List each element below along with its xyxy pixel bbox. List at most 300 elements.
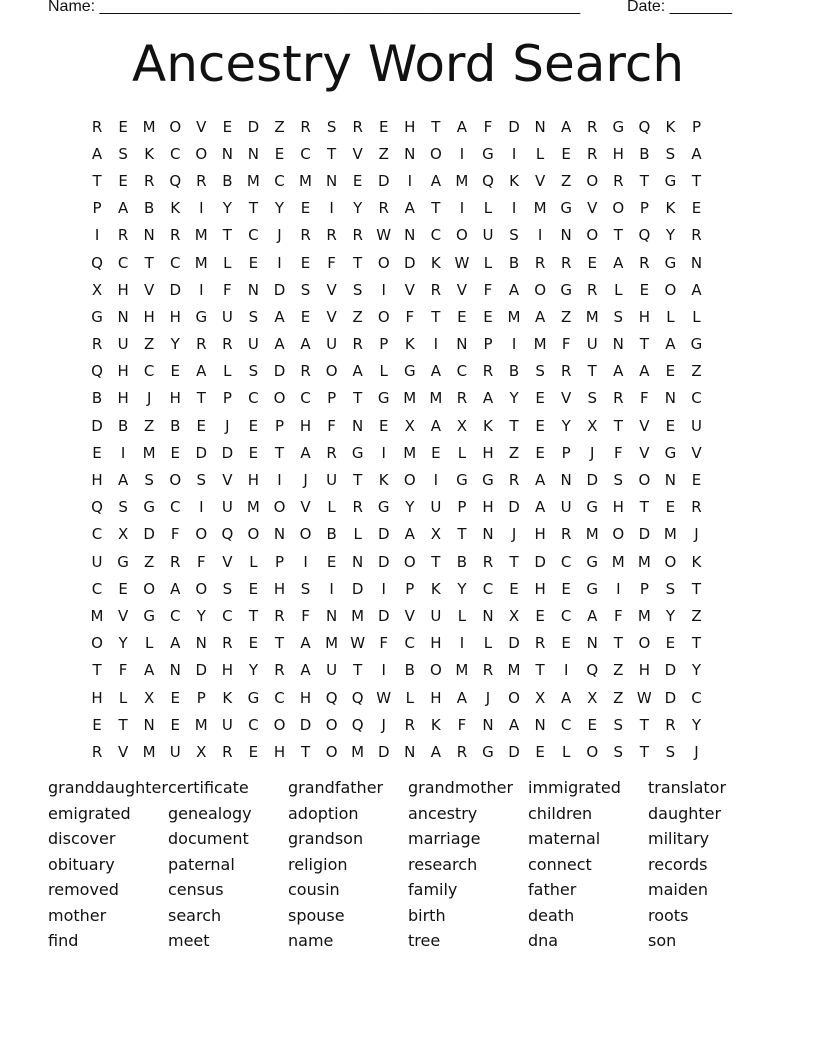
grid-letter: I [511,335,517,354]
grid-letter: Z [144,416,155,435]
grid-letter: E [509,579,519,598]
grid-letter: N [482,525,494,544]
grid-letter: K [378,471,389,490]
grid-letter: D [273,362,286,381]
grid-letter: R [352,226,363,245]
grid-letter: N [664,471,677,490]
grid-letter: R [378,199,389,218]
grid-row [84,249,732,276]
grid-letter: E [378,117,389,136]
grid-letter: T [509,552,519,571]
grid-letter: T [118,715,128,734]
grid-letter: F [457,715,467,734]
grid-letter: A [456,688,468,707]
grid-letter: R [222,634,233,653]
grid-letter: H [534,525,546,544]
grid-letter: C [248,226,259,245]
grid-letter: E [535,443,545,462]
grid-letter: M [194,715,208,734]
grid-letter: X [587,416,598,435]
grid-letter: Y [196,606,206,625]
grid-letter: F [483,117,493,136]
grid-letter: P [222,389,232,408]
grid-letter: G [351,443,364,462]
grid-letter: C [143,362,155,381]
grid-letter: V [196,117,207,136]
grid-letter: T [691,171,702,190]
grid-row [84,439,732,466]
word-list-item: immigrated [528,778,621,797]
grid-letter: G [664,443,677,462]
grid-letter: R [613,389,624,408]
word-list-item: father [528,880,577,899]
grid-letter: D [508,634,520,653]
grid-row [84,276,732,303]
grid-letter: O [273,715,286,734]
grid-letter: A [404,525,415,544]
grid-letter: C [691,688,702,707]
word-list-item: granddaughter [48,778,168,797]
grid-letter: G [482,471,494,490]
grid-letter: M [351,606,365,625]
word-list-item: connect [528,854,592,874]
grid-letter: G [586,498,599,517]
grid-letter: V [300,498,311,517]
grid-letter: L [353,525,362,544]
grid-letter: X [91,280,103,299]
grid-letter: M [194,226,208,245]
grid-letter: S [326,117,337,136]
grid-letter: C [117,253,129,272]
grid-letter: O [91,634,103,653]
grid-letter: J [590,443,595,462]
grid-letter: A [665,335,676,354]
grid-letter: E [248,416,259,435]
grid-letter: H [534,579,546,598]
grid-row [84,684,732,711]
grid-letter: E [118,579,128,598]
grid-letter: E [587,715,597,734]
word-list-item: grandmother [408,778,514,797]
grid-letter: F [327,253,336,272]
grid-letter: O [586,226,599,245]
grid-letter: N [664,389,677,408]
grid-letter: T [691,634,702,653]
grid-row [84,466,732,493]
grid-letter: G [456,471,468,490]
grid-letter: X [456,416,468,435]
grid-letter: X [534,688,546,707]
grid-letter: H [638,307,650,326]
grid-letter: Y [665,226,675,245]
grid-letter: F [223,280,232,299]
grid-letter: G [690,335,703,354]
grid-letter: A [430,742,441,761]
grid-letter: D [508,742,520,761]
grid-letter: O [534,280,546,299]
grid-letter: H [612,498,624,517]
grid-letter: L [483,199,493,218]
word-list-item: find [48,931,79,950]
grid-letter: D [508,498,520,517]
grid-letter: S [118,144,128,163]
grid-letter: N [169,661,181,680]
grid-letter: A [274,335,285,354]
word-list-item: meet [168,931,210,950]
grid-letter: Q [91,498,103,517]
grid-letter: I [563,661,569,680]
grid-letter: M [325,634,339,653]
grid-letter: F [561,335,571,354]
grid-letter: V [352,144,363,163]
grid-letter: N [247,280,260,299]
grid-letter: T [431,307,441,326]
grid-letter: G [586,552,599,571]
grid-letter: T [353,389,363,408]
grid-letter: O [195,144,208,163]
grid-letter: Z [561,307,572,326]
grid-letter: P [639,199,649,218]
grid-letter: N [586,634,598,653]
grid-row [84,113,732,140]
grid-letter: O [195,579,208,598]
grid-letter: D [377,742,390,761]
grid-row [84,521,732,548]
grid-letter: R [560,525,572,544]
grid-letter: Q [169,171,182,190]
grid-letter: R [534,634,546,653]
grid-letter: M [142,742,156,761]
grid-letter: C [169,606,181,625]
grid-letter: S [300,280,311,299]
grid-letter: T [222,226,232,245]
word-list-item: research [408,854,478,874]
letter-grid [84,113,732,766]
grid-letter: N [221,144,233,163]
grid-letter: E [431,443,441,462]
grid-letter: P [405,579,415,598]
grid-letter: G [117,552,129,571]
grid-letter: E [691,199,702,218]
grid-letter: O [403,471,416,490]
word-list-item: grandson [288,829,364,848]
grid-letter: R [613,171,624,190]
grid-letter: A [613,253,624,272]
word-list-item: roots [648,905,689,925]
grid-letter: W [376,688,392,707]
grid-letter: J [146,389,152,408]
grid-letter: F [379,634,389,653]
grid-letter: M [403,443,417,462]
grid-letter: A [430,362,441,381]
word-list-item: name [288,931,334,950]
grid-letter: I [616,579,621,598]
grid-row [84,657,732,684]
grid-letter: R [534,253,546,272]
grid-letter: M [90,606,104,625]
grid-letter: O [664,280,677,299]
grid-letter: J [485,688,491,707]
grid-letter: I [277,253,282,272]
grid-letter: I [459,199,465,218]
grid-letter: E [665,362,676,381]
grid-letter: E [248,579,259,598]
name-field-label: Name: ______________________________________________________ [48,0,581,15]
grid-letter: C [91,525,103,544]
grid-letter: T [353,661,363,680]
grid-letter: C [300,144,311,163]
grid-letter: A [404,199,415,218]
grid-letter: E [92,715,102,734]
grid-letter: B [639,144,650,163]
grid-letter: M [455,661,469,680]
grid-letter: R [274,606,285,625]
grid-letter: V [691,443,702,462]
grid-letter: D [404,253,416,272]
grid-row [84,385,732,412]
grid-letter: B [117,416,129,435]
grid-letter: H [612,144,624,163]
grid-letter: O [586,171,599,190]
grid-letter: O [638,634,651,653]
grid-letter: G [482,742,494,761]
grid-letter: C [91,579,103,598]
grid-letter: C [404,634,416,653]
grid-letter: C [691,389,702,408]
grid-letter: R [456,742,468,761]
grid-letter: R [352,117,363,136]
grid-letter: T [431,199,441,218]
grid-letter: N [195,634,207,653]
grid-letter: T [353,471,363,490]
grid-letter: I [381,443,386,462]
grid-letter: U [430,606,442,625]
grid-letter: P [457,498,467,517]
grid-letter: N [143,226,155,245]
grid-letter: E [483,307,493,326]
grid-letter: P [561,443,571,462]
grid-letter: W [454,253,470,272]
grid-letter: K [144,144,155,163]
grid-letter: J [694,525,699,544]
grid-letter: E [300,199,311,218]
grid-letter: G [143,606,155,625]
grid-letter: G [377,389,390,408]
grid-letter: A [561,688,572,707]
grid-letter: A [274,307,285,326]
word-list-item: birth [408,905,446,925]
grid-letter: H [430,634,442,653]
grid-letter: S [144,471,154,490]
grid-letter: A [170,634,181,653]
grid-letter: L [144,634,154,653]
grid-letter: A [639,362,650,381]
grid-letter: W [376,226,392,245]
header [0,0,816,20]
grid-letter: L [614,280,623,299]
grid-letter: I [199,498,204,517]
grid-letter: Y [457,579,467,598]
grid-letter: R [587,280,598,299]
grid-letter: R [222,335,233,354]
grid-letter: O [456,226,468,245]
grid-letter: O [169,117,182,136]
grid-letter: H [221,661,233,680]
word-list-item: son [648,931,677,950]
word-list-item: cousin [288,880,340,899]
grid-letter: S [665,742,676,761]
grid-letter: S [300,579,311,598]
grid-letter: U [221,498,233,517]
grid-letter: I [94,226,100,245]
grid-letter: E [561,144,571,163]
grid-row [84,738,732,765]
grid-letter: D [377,171,390,190]
grid-letter: M [533,335,547,354]
grid-letter: Y [222,199,232,218]
grid-letter: D [377,525,390,544]
word-list-item: removed [48,880,119,899]
grid-letter: T [639,715,649,734]
grid-letter: R [691,498,702,517]
grid-letter: R [170,552,181,571]
grid-letter: E [535,606,545,625]
grid-letter: R [560,253,572,272]
grid-letter: A [117,471,129,490]
grid-letter: A [300,443,311,462]
grid-letter: L [118,688,128,707]
grid-letter: H [91,688,103,707]
grid-letter: V [117,742,129,761]
word-list-item: maternal [528,829,601,848]
grid-letter: J [225,416,230,435]
grid-letter: T [431,117,441,136]
grid-letter: E [300,307,311,326]
grid-letter: M [637,552,651,571]
grid-letter: N [560,226,572,245]
grid-letter: K [170,199,181,218]
grid-letter: A [613,362,624,381]
grid-letter: H [91,471,103,490]
grid-letter: F [327,416,336,435]
grid-letter: E [274,144,285,163]
grid-letter: I [381,579,386,598]
grid-letter: D [195,443,208,462]
grid-letter: A [300,634,311,653]
grid-row [84,630,732,657]
grid-letter: E [248,443,259,462]
grid-letter: R [143,171,155,190]
grid-letter: F [170,525,180,544]
grid-letter: H [299,688,312,707]
grid-letter: I [277,471,282,490]
grid-letter: C [169,253,181,272]
grid-letter: S [248,362,259,381]
grid-letter: F [483,280,493,299]
page-title: Ancestry Word Search [131,35,685,93]
grid-row [84,303,732,330]
word-list-item: ancestry [408,803,478,823]
grid-letter: E [457,307,467,326]
grid-letter: E [170,688,180,707]
grid-letter: A [508,715,520,734]
grid-letter: U [690,416,702,435]
grid-letter: C [560,552,572,571]
grid-letter: E [535,742,545,761]
grid-letter: I [199,280,204,299]
grid-letter: P [196,688,206,707]
grid-letter: E [561,634,571,653]
grid-letter: O [273,389,286,408]
grid-letter: O [664,552,677,571]
grid-letter: Z [508,443,520,462]
grid-letter: Y [248,661,258,680]
grid-letter: N [352,552,364,571]
grid-letter: Y [665,606,675,625]
grid-letter: H [143,307,155,326]
grid-letter: A [534,307,546,326]
grid-letter: U [247,335,259,354]
grid-letter: F [301,606,310,625]
grid-letter: C [274,171,285,190]
grid-letter: R [274,661,285,680]
grid-letter: C [300,389,311,408]
grid-letter: A [691,144,702,163]
grid-letter: L [223,362,232,381]
grid-letter: O [169,471,182,490]
grid-letter: S [509,226,519,245]
grid-letter: E [222,117,233,136]
grid-letter: H [169,389,181,408]
grid-row [84,331,732,358]
grid-letter: V [404,280,415,299]
grid-letter: T [639,335,649,354]
grid-letter: M [533,199,547,218]
grid-letter: L [327,498,336,517]
grid-letter: C [560,715,572,734]
grid-letter: L [483,253,493,272]
grid-letter: B [508,253,520,272]
grid-letter: B [326,525,337,544]
grid-letter: O [377,307,390,326]
grid-letter: Q [351,688,364,707]
grid-letter: N [612,335,624,354]
grid-letter: G [143,498,155,517]
grid-letter: D [508,117,520,136]
grid-letter: D [638,525,651,544]
grid-letter: R [196,335,207,354]
grid-letter: S [665,144,676,163]
grid-letter: R [639,253,650,272]
grid-letter: I [433,471,439,490]
grid-letter: M [637,606,651,625]
grid-letter: A [352,362,363,381]
grid-letter: H [273,579,286,598]
grid-letter: G [482,144,494,163]
grid-letter: N [325,606,338,625]
grid-letter: V [534,171,546,190]
grid-letter: A [300,335,311,354]
grid-letter: N [247,144,260,163]
grid-letter: Z [613,661,624,680]
grid-letter: O [247,525,260,544]
grid-letter: R [196,171,207,190]
grid-letter: L [457,606,467,625]
grid-letter: P [327,389,337,408]
grid-letter: G [612,117,625,136]
grid-letter: D [664,688,677,707]
grid-letter: C [248,715,259,734]
